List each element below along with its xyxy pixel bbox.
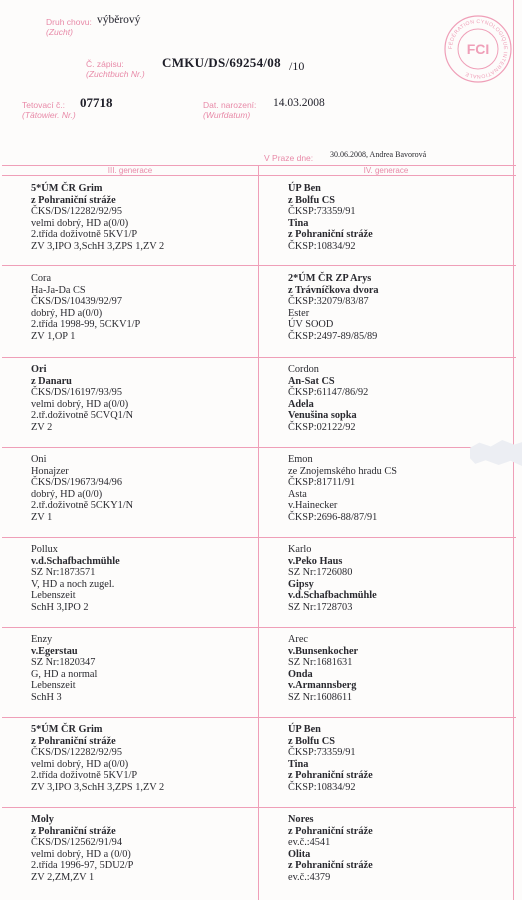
pedigree-line: SZ Nr:1873571 <box>31 567 96 579</box>
pedigree-line: 2.tř.doživotně 5CVQ1/N <box>31 410 134 422</box>
pedigree-line: ČKS/DS/12282/92/95 <box>31 747 122 759</box>
pedigree-line: Nores <box>288 814 314 825</box>
pedigree-line: velmi dobrý, HD a(0/0) <box>31 217 129 229</box>
pedigree-line: Cordon <box>288 364 319 375</box>
row-separator <box>2 357 516 358</box>
pedigree-line: v.Armannsberg <box>288 680 357 692</box>
pedigree-line: 2.třída doživotně 5KV1/P <box>31 229 138 241</box>
pedigree-line: ČKS/DS/12562/91/94 <box>31 837 122 849</box>
pedigree-line: v.Peko Haus <box>288 555 343 567</box>
pedigree-line: Asta <box>288 488 307 500</box>
pedigree-line: z Pohraniční stráže <box>288 770 373 782</box>
pedigree-line: 2.třída 1996-97, 5DU2/P <box>31 860 134 872</box>
pedigree-line: ZV 3,IPO 3,SchH 3,ZPS 1,ZV 2 <box>31 781 165 793</box>
pedigree-cell-left <box>31 724 164 794</box>
pedigree-line: ČKS/DS/19673/94/96 <box>31 477 122 489</box>
pedigree-line: Karlo <box>288 544 312 555</box>
druh-label-de: (Zucht) <box>46 27 73 37</box>
generation-right-header: IV. generace <box>363 166 409 175</box>
pedigree-line: 5*ÚM ČR Grim <box>31 724 103 735</box>
pedigree-line: SZ Nr:1820347 <box>31 657 96 669</box>
zapis-label: Č. zápisu: (Zuchtbuch Nr.) <box>86 59 145 79</box>
pedigree-line: z Danaru <box>31 375 72 387</box>
pedigree-line: ZV 1 <box>31 511 53 523</box>
pedigree-cell-right <box>288 183 373 253</box>
pedigree-line: Onda <box>288 668 313 680</box>
fci-logo <box>443 14 513 84</box>
pedigree-line: velmi dobrý, HD a (0/0) <box>31 848 131 860</box>
pedigree-cell-right <box>288 273 379 343</box>
pedigree-line: ČKSP:73359/91 <box>288 206 356 218</box>
pedigree-line: Ori <box>31 364 47 375</box>
pedigree-line: Ha-Ja-Da CS <box>31 284 86 296</box>
row-separator <box>2 265 516 266</box>
row-separator <box>2 537 516 538</box>
pedigree-line: z Pohraniční stráže <box>288 860 373 872</box>
pedigree-cell-right <box>288 724 373 794</box>
zapis-value: CMKU/DS/69254/08 <box>162 55 281 70</box>
pedigree-line: Ester <box>288 307 310 319</box>
pedigree-line: Oni <box>31 454 47 465</box>
pedigree-line: v.d.Schafbachmühle <box>31 555 120 567</box>
pedigree-line: Gipsy <box>288 578 314 590</box>
pedigree-line: v.Hainecker <box>288 500 338 512</box>
pedigree-line: Venušina sopka <box>288 410 357 422</box>
pedigree-cell-right <box>288 544 377 614</box>
pedigree-line: Cora <box>31 273 52 284</box>
tetovaci-label: Tetovací č.: (Tätowier. Nr.) <box>22 100 76 120</box>
pedigree-line: ČKSP:73359/91 <box>288 747 356 759</box>
pedigree-line: SZ Nr:1681631 <box>288 657 353 669</box>
pedigree-line: z Pohraniční stráže <box>31 735 116 747</box>
pedigree-line: SZ Nr:1608611 <box>288 691 352 703</box>
pedigree-line: ZV 2,ZM,ZV 1 <box>31 871 95 883</box>
frame-header-line <box>2 175 516 176</box>
pedigree-line: An-Sat CS <box>288 375 335 387</box>
pedigree-line: ČKSP:02122/92 <box>288 421 356 433</box>
pedigree-line: ČKSP:10834/92 <box>288 781 356 793</box>
pedigree-line: ČKSP:61147/86/92 <box>288 387 369 399</box>
pedigree-cell-right <box>288 634 358 704</box>
pedigree-line: z Pohraniční stráže <box>288 825 373 837</box>
pedigree-line: G, HD a normal <box>31 668 98 680</box>
pedigree-cell-left <box>31 814 133 884</box>
narozeni-label-de: (Wurfdatum) <box>203 110 251 120</box>
pedigree-line: Pollux <box>31 544 58 555</box>
pedigree-cell-left <box>31 183 164 253</box>
pedigree-line: ZV 1,OP 1 <box>31 330 76 342</box>
pedigree-line: SZ Nr:1728703 <box>288 601 353 613</box>
pedigree-line: SchH 3,IPO 2 <box>31 601 89 613</box>
pedigree-line: Arec <box>288 634 309 645</box>
pedigree-line: SZ Nr:1726080 <box>288 567 353 579</box>
pedigree-line: 2*ÚM ČR ZP Arys <box>288 273 372 284</box>
row-separator <box>2 717 516 718</box>
pedigree-line: z Pohraniční stráže <box>288 229 373 241</box>
pedigree-line: velmi dobrý, HD a(0/0) <box>31 398 129 410</box>
pedigree-line: v.d.Schafbachmühle <box>288 590 377 602</box>
pedigree-line: Lebenszeit <box>31 590 76 602</box>
pedigree-cell-right <box>288 364 368 434</box>
pedigree-cell-left <box>31 364 133 434</box>
pedigree-line: V, HD a noch zugel. <box>31 578 115 590</box>
praze-value: 30.06.2008, Andrea Bavorová <box>330 150 427 159</box>
tetovaci-value: 07718 <box>80 95 113 110</box>
paper-tear <box>470 440 522 466</box>
pedigree-line: Honajzer <box>31 465 69 477</box>
pedigree-line: ČKSP:2497-89/85/89 <box>288 330 378 342</box>
pedigree-line: ZV 2 <box>31 421 53 433</box>
fci-logo-text: FCI <box>466 41 490 57</box>
tetovaci-label-de: (Tätowier. Nr.) <box>22 110 76 120</box>
pedigree-line: ČKS/DS/12282/92/95 <box>31 206 122 218</box>
pedigree-line: ČKS/DS/16197/93/95 <box>31 387 122 399</box>
pedigree-line: 2.třída doživotně 5KV1/P <box>31 770 138 782</box>
column-divider <box>258 165 259 900</box>
pedigree-line: dobrý, HD a(0/0) <box>31 307 103 319</box>
generation-left-header: III. generace <box>107 166 153 175</box>
pedigree-line: ev.č.:4541 <box>288 837 331 849</box>
zapis-label-de: (Zuchtbuch Nr.) <box>86 69 145 79</box>
pedigree-line: Enzy <box>31 634 53 645</box>
pedigree-line: z Pohraniční stráže <box>31 825 116 837</box>
pedigree-line: v.Bunsenkocher <box>288 645 359 657</box>
pedigree-cell-left <box>31 634 97 704</box>
pedigree-cell-right <box>288 814 373 884</box>
pedigree-line: z Trávníčkova dvora <box>288 284 379 296</box>
druh-label: Druh chovu: (Zucht) <box>46 17 92 37</box>
pedigree-line: ČKSP:10834/92 <box>288 240 356 252</box>
pedigree-cell-left <box>31 454 133 524</box>
pedigree-line: ÚV SOOD <box>288 319 334 331</box>
pedigree-line: velmi dobrý, HD a(0/0) <box>31 758 129 770</box>
pedigree-line: 2.třída 1998-99, 5CKV1/P <box>31 319 141 331</box>
pedigree-line: dobrý, HD a(0/0) <box>31 488 103 500</box>
druh-value: výběrový <box>97 14 141 26</box>
pedigree-line: Emon <box>288 454 313 465</box>
pedigree-line: SchH 3 <box>31 691 62 703</box>
pedigree-line: ČKSP:32079/83/87 <box>288 296 369 308</box>
pedigree-cell-right <box>288 454 397 524</box>
fci-logo-ring-text: FÉDÉRATION CYNOLOGIQUE INTERNATIONALE <box>447 18 509 80</box>
narozeni-value: 14.03.2008 <box>273 97 325 109</box>
pedigree-cell-left <box>31 544 120 614</box>
pedigree-line: Tina <box>288 217 309 229</box>
zapis-suffix: /10 <box>289 59 305 73</box>
pedigree-line: ze Znojemského hradu CS <box>288 465 397 477</box>
pedigree-cell-left <box>31 273 140 343</box>
pedigree-line: 5*ÚM ČR Grim <box>31 183 103 194</box>
praze-label: V Praze dne: <box>264 153 314 163</box>
pedigree-line: v.Egerstau <box>31 645 78 657</box>
pedigree-line: ÚP Ben <box>288 724 321 735</box>
pedigree-line: ZV 3,IPO 3,SchH 3,ZPS 1,ZV 2 <box>31 240 165 252</box>
pedigree-line: ÚP Ben <box>288 183 321 194</box>
pedigree-line: ev.č.:4379 <box>288 871 331 883</box>
pedigree-line: z Pohraniční stráže <box>31 194 116 206</box>
pedigree-line: 2.tř.doživotně 5CKY1/N <box>31 500 134 512</box>
narozeni-label: Dat. narození: (Wurfdatum) <box>203 100 257 120</box>
pedigree-line: Olita <box>288 848 311 860</box>
pedigree-line: Tina <box>288 758 309 770</box>
pedigree-line: ČKSP:81711/91 <box>288 477 356 489</box>
pedigree-line: ČKS/DS/10439/92/97 <box>31 296 122 308</box>
pedigree-line: Adela <box>288 398 314 410</box>
pedigree-line: z Bolfu CS <box>288 194 335 206</box>
pedigree-line: z Bolfu CS <box>288 735 335 747</box>
row-separator <box>2 447 516 448</box>
pedigree-line: Moly <box>31 814 54 825</box>
row-separator <box>2 627 516 628</box>
pedigree-line: Lebenszeit <box>31 680 76 692</box>
pedigree-line: ČKSP:2696-88/87/91 <box>288 511 378 523</box>
row-separator <box>2 807 516 808</box>
